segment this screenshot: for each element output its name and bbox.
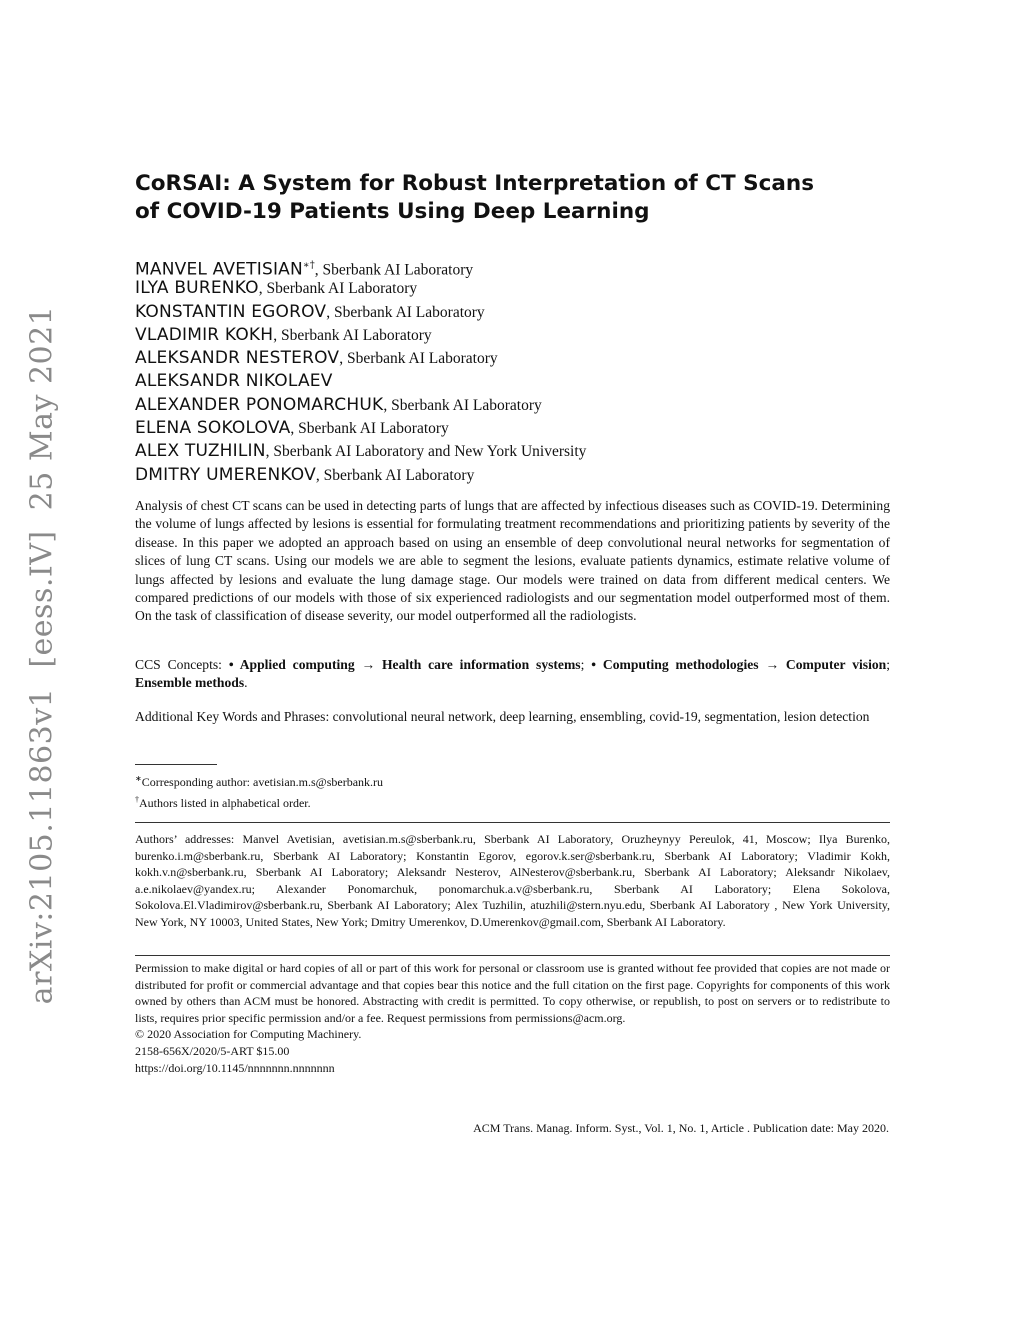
ccs-separator: ; (886, 657, 890, 672)
author-affiliation: , Sberbank AI Laboratory (290, 420, 449, 438)
author-name: ALEX TUZHILIN (135, 441, 266, 462)
author-entry (135, 440, 895, 463)
author-affiliation: , Sberbank AI Laboratory (326, 303, 485, 321)
author-list (135, 254, 895, 487)
author-affiliation: , Sberbank AI Laboratory (315, 466, 475, 484)
ccs-concept-computing-methodologies: • Computing methodologies → Computer vision (591, 657, 887, 672)
permission-block (135, 960, 890, 1076)
permission-notice: Permission to make digital or hard copies of all or part of this work for personal or classroom use is granted without fee provided that copies are not made or distributed for profit or commercial advantage and that copies bear this notice and the full citation on the first page. Copyrights for components of this work owned by others than ACM must be honored. Abstracting with credit is permitted. To copy otherwise, or republish, to post on servers or to redistribute to lists, requires prior specific permission and/or a fee. Request permissions from permissions@acm.org. (135, 961, 890, 1025)
author-affiliation: , Sberbank AI Laboratory (258, 280, 418, 298)
author-name: ALEKSANDR NESTEROV (135, 348, 340, 369)
author-addresses: Authors’ addresses: Manvel Avetisian, avetisian.m.s@sberbank.ru, Sberbank AI Laboratory, Oruzheynyy Pereulok, 41, Moscow; Ilya Burenko, burenko.i.m@sberbank.ru, Sberbank AI Laboratory; Konstantin Egorov, egorov.k.ser@sberbank.ru, Sberbank AI Laboratory; Vladimir Kokh, kokh.v.n@sberbank.ru, Sberbank AI Laboratory; Aleksandr Nesterov, AlNesterov@sberbank.ru, Sberbank AI Laboratory; Aleksandr Nikolaev, a.e.nikolaev@yandex.ru; Alexander Ponomarchuk, ponomarchuk.a.v@sberbank.ru, Sberbank AI Laboratory; Elena Sokolova, Sokolova.El.Vladimirov@sberbank.ru, Sberbank AI Laboratory; Alex Tuzhilin, atuzhili@stern.nyu.edu, Sberbank AI Laboratory , New York University, New York, NY 10003, United States, New York; Dmitry Umerenkov, D.Umerenkov@gmail.com, Sberbank AI Laboratory. (135, 832, 890, 929)
author-name: VLADIMIR KOKH (135, 324, 274, 345)
author-affiliation: , Sberbank AI Laboratory (314, 261, 474, 279)
ccs-concept-applied-computing: • Applied computing → Health care information systems (228, 657, 581, 672)
footnote-mark: ∗ (135, 774, 142, 783)
ccs-separator: ; (580, 657, 592, 672)
footnote-divider (135, 764, 217, 765)
author-affiliation: , Sberbank AI Laboratory (273, 326, 432, 344)
author-footnote-marks[interactable]: ∗† (302, 260, 315, 271)
author-entry (135, 277, 895, 300)
author-name: ALEKSANDR NIKOLAEV (135, 371, 333, 392)
abstract: Analysis of chest CT scans can be used in detecting parts of lungs that are affected by infectious diseases such as COVID-19. Determining the volume of lungs affected by lesions is essential for formulating treatment recommendations and prioritizing patients by severity of the disease. In this paper we adopted an approach based on using an ensemble of deep convolutional neural networks for segmentation of slices of lung CT scans. Using our models we are able to segment the lesions, evaluate patients dynamics, estimate relative volume of lungs affected by lesions and evaluate the lung damage stage. Our models were trained on data from different medical centers. We compared predictions of our models with those of six experienced radiologists and our segmentation model outperformed most of them. On the task of classification of disease severity, our model outperformed all the radiologists. (135, 498, 890, 624)
footnote-corresponding-author (135, 770, 735, 791)
ccs-concept-ensemble-methods: Ensemble methods (135, 675, 245, 691)
footnotes (135, 770, 735, 812)
addresses-divider (135, 822, 890, 823)
arxiv-identifier[interactable]: arXiv:2105.11863v1 [eess.IV] 25 May 2021 (24, 305, 60, 1005)
author-name: DMITRY UMERENKOV (135, 464, 316, 485)
footnote-text: Authors listed in alphabetical order. (139, 796, 311, 810)
author-name: ALEXANDER PONOMARCHUK (135, 394, 384, 415)
doi-link[interactable]: https://doi.org/10.1145/nnnnnnn.nnnnnnn (135, 1060, 335, 1075)
author-name: KONSTANTIN EGOROV (135, 301, 327, 322)
ccs-prefix: CCS Concepts: (135, 657, 229, 672)
permission-divider (135, 955, 890, 956)
author-entry (135, 301, 895, 324)
author-entry (135, 417, 895, 440)
author-affiliation: , Sberbank AI Laboratory (383, 396, 542, 414)
author-entry (135, 464, 895, 487)
running-footer: ACM Trans. Manag. Inform. Syst., Vol. 1, No. 1, Article . Publication date: May 2020. (473, 1121, 889, 1135)
author-affiliation: , Sberbank AI Laboratory (339, 350, 498, 368)
footnote-text: Corresponding author: avetisian.m.s@sberbank.ru (141, 775, 384, 789)
author-entry (135, 254, 895, 280)
author-name: ILYA BURENKO (135, 278, 259, 299)
author-entry (135, 370, 895, 393)
ccs-concepts (135, 656, 890, 693)
ccs-end: . (244, 675, 248, 691)
issn-line: 2158-656X/2020/5-ART $15.00 (135, 1043, 290, 1058)
copyright-line: © 2020 Association for Computing Machinery. (135, 1027, 362, 1042)
author-name: MANVEL AVETISIAN (135, 259, 303, 280)
author-affiliation: , Sberbank AI Laboratory and New York University (265, 443, 587, 461)
author-name: ELENA SOKOLOVA (135, 418, 291, 439)
paper-title: CoRSAI: A System for Robust Interpretation of CT Scans of COVID-19 Patients Using Deep Learning (135, 171, 814, 224)
footnote-mark: † (135, 795, 139, 804)
author-entry (135, 324, 895, 347)
footnote-alphabetical (135, 791, 735, 812)
keywords: Additional Key Words and Phrases: convolutional neural network, deep learning, ensembling, covid-19, segmentation, lesion detection (135, 709, 870, 724)
author-entry (135, 394, 895, 417)
author-entry (135, 347, 895, 370)
